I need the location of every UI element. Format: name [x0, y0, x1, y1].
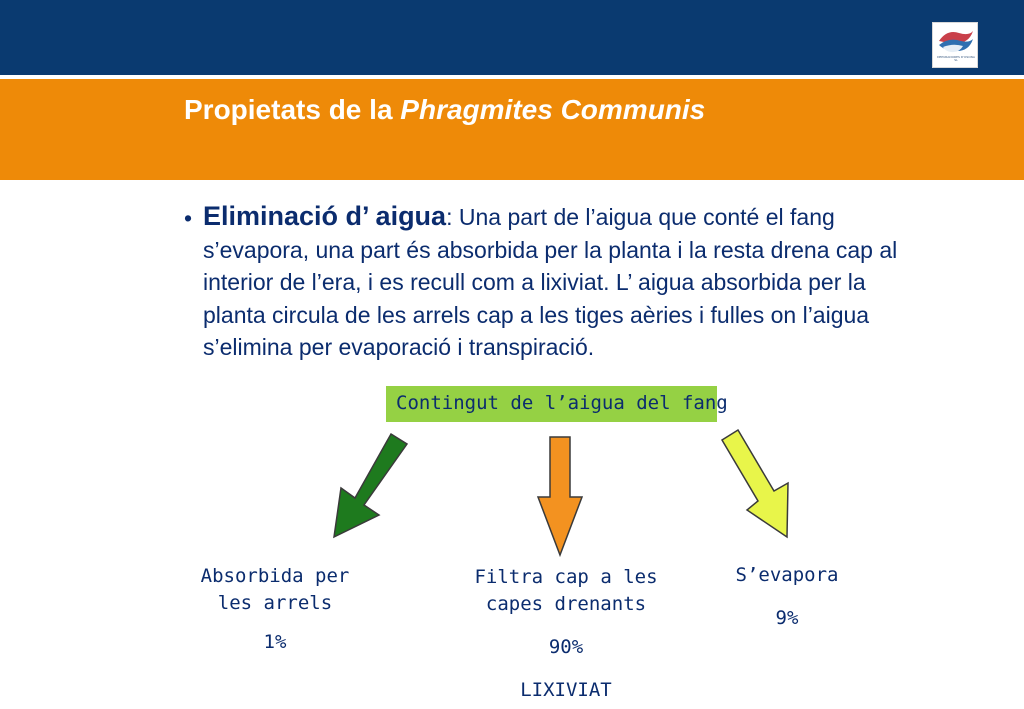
arrow-right-icon: [722, 430, 788, 537]
logo-text: DEPURADORES D'OSONA SL: [937, 55, 975, 63]
bullet-line-3: interior de l’era, i es recull com a lixiviat. L’ aigua absorbida per la: [203, 269, 866, 295]
arrow-left-icon: [334, 434, 407, 537]
branch-filtered-line2: capes drenants: [485, 593, 647, 615]
branch-absorbed-label: [190, 563, 360, 656]
bullet-term: Eliminació d’ aigua: [203, 201, 447, 231]
arrow-middle-icon: [538, 437, 582, 555]
branch-evaporated-line1: S’evapora: [735, 564, 839, 586]
bullet-line-1: : Una part de l’aigua que conté el fang: [446, 204, 835, 230]
bullet-line-4: planta circula de les arrels cap a les tiges aèries i fulles on l’aigua: [203, 301, 870, 328]
branch-evaporated-label: [712, 562, 862, 632]
branch-filtered-label: [466, 564, 666, 704]
bullet-line-2: s’evapora, una part és absorbida per la planta i la resta drena cap al: [203, 236, 898, 263]
bullet-dot-icon: •: [184, 205, 193, 231]
branch-filtered-extra: LIXIVIAT: [520, 679, 612, 701]
branch-absorbed-percent: 1%: [263, 631, 287, 653]
branch-absorbed-line1: Absorbida per: [200, 565, 350, 587]
branch-absorbed-line2: les arrels: [217, 592, 333, 614]
source-label: Contingut de l’aigua del fang: [396, 392, 728, 414]
title-prefix: Propietats de la: [184, 94, 401, 125]
branch-filtered-line1: Filtra cap a les: [474, 566, 658, 588]
bullet-line-5: s’elimina per evaporació i transpiració.: [203, 334, 595, 360]
title-species: Phragmites Communis: [400, 94, 706, 125]
branch-evaporated-percent: 9%: [775, 607, 799, 629]
branch-filtered-percent: 90%: [548, 636, 584, 658]
